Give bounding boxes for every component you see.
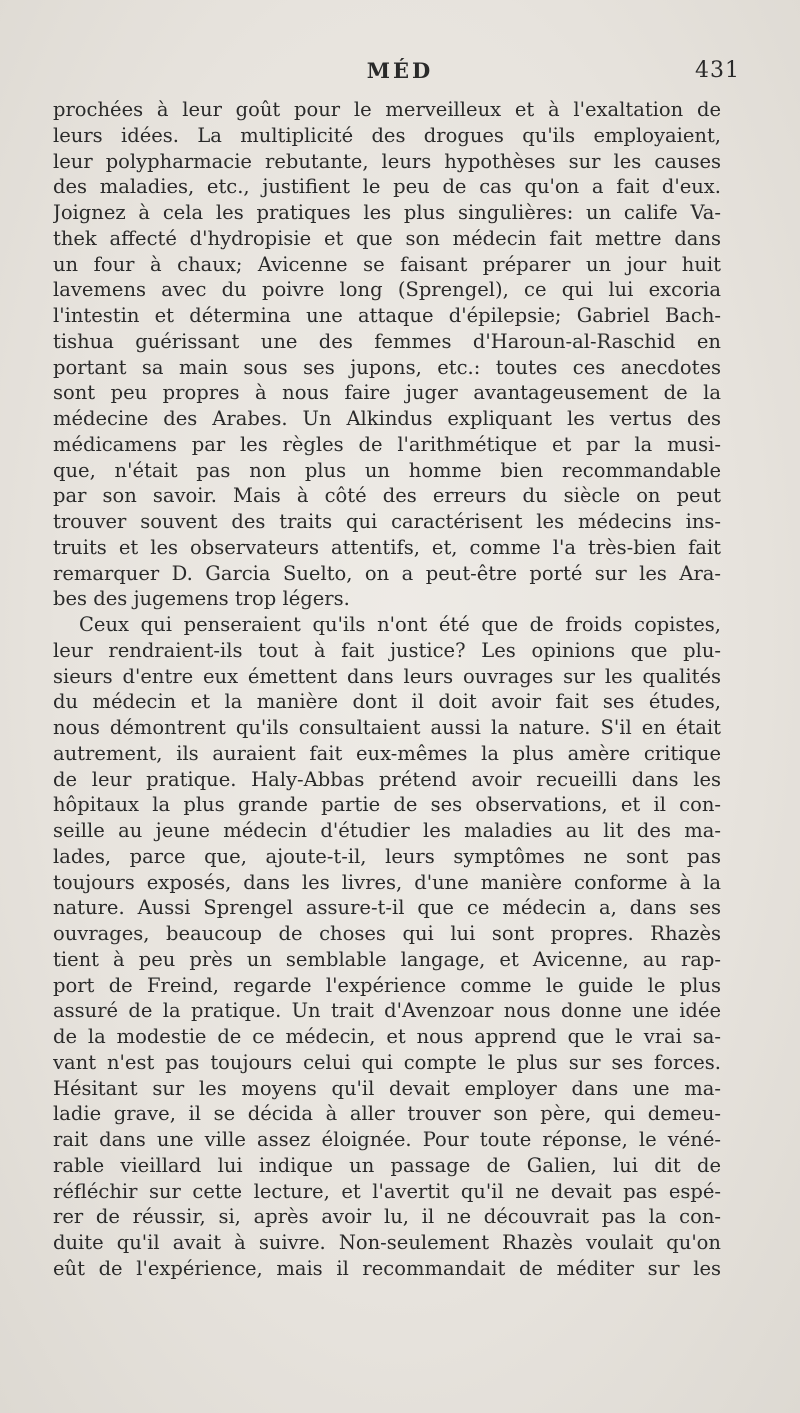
text-line: ouvrages, beaucoup de choses qui lui sont propres. Rhazès xyxy=(53,922,721,945)
text-line: Joignez à cela les pratiques les plus singulières: un calife Va- xyxy=(53,201,721,224)
text-line: port de Freind, regarde l'expérience comme le guide le plus xyxy=(53,973,721,997)
text-line: rait dans une ville assez éloignée. Pour toute réponse, le véné- xyxy=(53,1128,721,1151)
text-line: leur polypharmacie rebutante, leurs hypothèses sur les causes xyxy=(53,149,721,173)
text-line: sieurs d'entre eux émettent dans leurs ouvrages sur les qualités xyxy=(53,664,721,688)
text-line: réfléchir sur cette lecture, et l'avertit qu'il ne devait pas espé- xyxy=(53,1179,721,1203)
text-line: ladie grave, il se décida à aller trouver son père, qui demeu- xyxy=(53,1102,721,1126)
text-line: du médecin et la manière dont il doit avoir fait ses études, xyxy=(53,690,721,714)
text-line: autrement, ils auraient fait eux-mêmes la plus amère critique xyxy=(53,741,721,765)
text-line: nous démontrent qu'ils consultaient aussi la nature. S'il en était xyxy=(53,716,721,739)
text-line: eût de l'expérience, mais il recommandait de méditer sur les xyxy=(53,1256,721,1280)
text-line: hôpitaux la plus grande partie de ses observations, et il con- xyxy=(53,793,721,817)
page-header xyxy=(0,58,800,88)
text-line: Hésitant sur les moyens qu'il devait employer dans une ma- xyxy=(53,1076,721,1100)
text-line: rable vieillard lui indique un passage de Galien, lui dit de xyxy=(53,1153,721,1177)
text-line: trouver souvent des traits qui caractérisent les médecins ins- xyxy=(53,510,721,533)
text-line: tient à peu près un semblable langage, et Avicenne, au rap- xyxy=(53,947,721,971)
running-head: MÉD xyxy=(366,58,434,83)
text-line: de leur pratique. Haly-Abbas prétend avoir recueilli dans les xyxy=(53,767,721,791)
text-line: nature. Aussi Sprengel assure-t-il que ce médecin a, dans ses xyxy=(53,896,721,920)
text-line: médecine des Arabes. Un Alkindus expliquant les vertus des xyxy=(53,407,721,430)
text-line: des maladies, etc., justifient le peu de cas qu'on a fait d'eux. xyxy=(53,175,721,199)
text-line: que, n'était pas non plus un homme bien recommandable xyxy=(53,458,721,482)
page-number: 431 xyxy=(695,58,740,83)
text-line: thek affecté d'hydropisie et que son médecin fait mettre dans xyxy=(53,226,721,250)
text-line: assuré de la pratique. Un trait d'Avenzoar nous donne une idée xyxy=(53,999,721,1023)
text-line: un four à chaux; Avicenne se faisant préparer un jour huit xyxy=(53,252,721,276)
text-line: portant sa main sous ses jupons, etc.: toutes ces anecdotes xyxy=(53,355,721,379)
text-line: leur rendraient-ils tout à fait justice? Les opinions que plu- xyxy=(53,638,721,662)
text-line: sont peu propres à nous faire juger avantageusement de la xyxy=(53,381,721,405)
text-line: duite qu'il avait à suivre. Non-seulement Rhazès voulait qu'on xyxy=(53,1231,721,1254)
text-line: médicamens par les règles de l'arithmétique et par la musi- xyxy=(53,432,721,456)
body-text xyxy=(53,97,721,1282)
text-line: remarquer D. Garcia Suelto, on a peut-être porté sur les Ara- xyxy=(53,561,721,585)
text-line: toujours exposés, dans les livres, d'une manière conforme à la xyxy=(53,870,721,894)
text-line: l'intestin et détermina une attaque d'épilepsie; Gabriel Bach- xyxy=(53,304,721,327)
text-line: bes des jugemens trop légers. xyxy=(53,587,350,611)
text-line: par son savoir. Mais à côté des erreurs du siècle on peut xyxy=(53,484,721,508)
text-line: tishua guérissant une des femmes d'Haroun-al-Raschid en xyxy=(53,329,721,353)
text-line: leurs idées. La multiplicité des drogues qu'ils employaient, xyxy=(53,123,721,147)
text-line: seille au jeune médecin d'étudier les maladies au lit des ma- xyxy=(53,819,721,842)
text-line: vant n'est pas toujours celui qui compte le plus sur ses forces. xyxy=(53,1050,721,1074)
text-line: prochées à leur goût pour le merveilleux et à l'exaltation de xyxy=(53,98,721,121)
text-line: de la modestie de ce médecin, et nous apprend que le vrai sa- xyxy=(53,1025,721,1048)
paragraph-start-line: Ceux qui penseraient qu'ils n'ont été que de froids copistes, xyxy=(79,613,721,636)
text-line: lades, parce que, ajoute-t-il, leurs symptômes ne sont pas xyxy=(53,844,721,868)
text-line: rer de réussir, si, après avoir lu, il ne découvrait pas la con- xyxy=(53,1205,721,1229)
text-line: lavemens avec du poivre long (Sprengel), ce qui lui excoria xyxy=(53,278,721,302)
text-line: truits et les observateurs attentifs, et, comme l'a très-bien fait xyxy=(53,535,721,559)
